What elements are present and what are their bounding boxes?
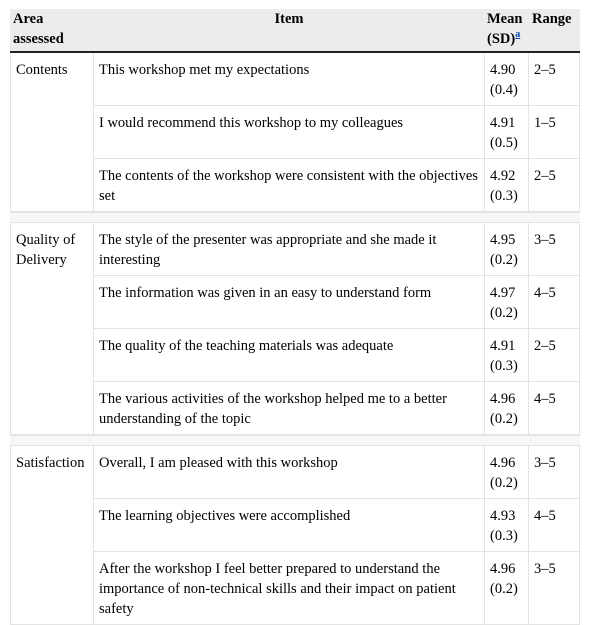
table-row (10, 159, 580, 212)
item-cell: The learning objectives were accomplished (94, 499, 484, 552)
mean-cell (484, 446, 529, 499)
range-cell: 4–5 (529, 276, 580, 329)
table-row (10, 276, 580, 329)
sd-value: (0.2) (490, 411, 518, 427)
header-range: Range (529, 9, 580, 53)
mean-value: 4.96 (490, 561, 516, 577)
table-row (10, 329, 580, 382)
range-cell: 2–5 (529, 53, 580, 106)
mean-value: 4.92 (490, 168, 516, 184)
range-cell: 4–5 (529, 382, 580, 435)
range-cell: 4–5 (529, 499, 580, 552)
table-row (10, 446, 580, 499)
table-row (10, 382, 580, 435)
table-row (10, 223, 580, 276)
footnote-link[interactable]: a (515, 29, 521, 41)
sd-value: (0.4) (490, 82, 518, 98)
sd-value: (0.3) (490, 528, 518, 544)
mean-cell (484, 276, 529, 329)
item-cell: The quality of the teaching materials was adequate (94, 329, 484, 382)
table-row (10, 106, 580, 159)
sd-value: (0.5) (490, 135, 518, 151)
header-area: Area assessed (10, 9, 94, 53)
mean-value: 4.96 (490, 455, 516, 471)
group-separator (10, 435, 580, 446)
area-cell: Quality of Delivery (10, 223, 94, 435)
group-separator (10, 212, 580, 223)
mean-cell (484, 329, 529, 382)
table-body (10, 53, 580, 625)
range-cell: 3–5 (529, 446, 580, 499)
mean-value: 4.90 (490, 62, 516, 78)
item-cell: The information was given in an easy to understand form (94, 276, 484, 329)
mean-cell (484, 159, 529, 212)
table-row (10, 552, 580, 625)
evaluation-table (10, 9, 580, 625)
range-cell: 3–5 (529, 552, 580, 625)
table-header (10, 9, 580, 53)
item-cell: I would recommend this workshop to my colleagues (94, 106, 484, 159)
mean-cell (484, 106, 529, 159)
item-cell: The style of the presenter was appropriate and she made it interesting (94, 223, 484, 276)
item-cell: Overall, I am pleased with this workshop (94, 446, 484, 499)
range-cell: 2–5 (529, 159, 580, 212)
table-row (10, 499, 580, 552)
mean-cell (484, 53, 529, 106)
evaluation-table-container (10, 9, 580, 625)
item-cell: After the workshop I feel better prepared to understand the importance of non-technical skills and their impact on patient safety (94, 552, 484, 625)
area-cell: Satisfaction (10, 446, 94, 625)
area-cell: Contents (10, 53, 94, 212)
sd-value: (0.2) (490, 581, 518, 597)
sd-value: (0.2) (490, 252, 518, 268)
table-row (10, 53, 580, 106)
sd-value: (0.3) (490, 188, 518, 204)
group-separator-cell (10, 212, 580, 223)
mean-cell (484, 552, 529, 625)
mean-cell (484, 499, 529, 552)
header-item: Item (94, 9, 484, 53)
range-cell: 3–5 (529, 223, 580, 276)
header-mean: Mean (SD)$^a$ (484, 9, 529, 53)
sd-value: (0.2) (490, 475, 518, 491)
mean-value: 4.91 (490, 115, 516, 131)
item-cell: The contents of the workshop were consistent with the objectives set (94, 159, 484, 212)
mean-value: 4.93 (490, 508, 516, 524)
mean-cell (484, 223, 529, 276)
range-cell: 1–5 (529, 106, 580, 159)
mean-value: 4.97 (490, 285, 516, 301)
item-cell: The various activities of the workshop helped me to a better understanding of the topic (94, 382, 484, 435)
item-cell: This workshop met my expectations (94, 53, 484, 106)
group-separator-cell (10, 435, 580, 446)
range-cell: 2–5 (529, 329, 580, 382)
mean-value: 4.96 (490, 391, 516, 407)
mean-value: 4.95 (490, 232, 516, 248)
mean-cell (484, 382, 529, 435)
mean-value: 4.91 (490, 338, 516, 354)
sd-value: (0.2) (490, 305, 518, 321)
sd-value: (0.3) (490, 358, 518, 374)
